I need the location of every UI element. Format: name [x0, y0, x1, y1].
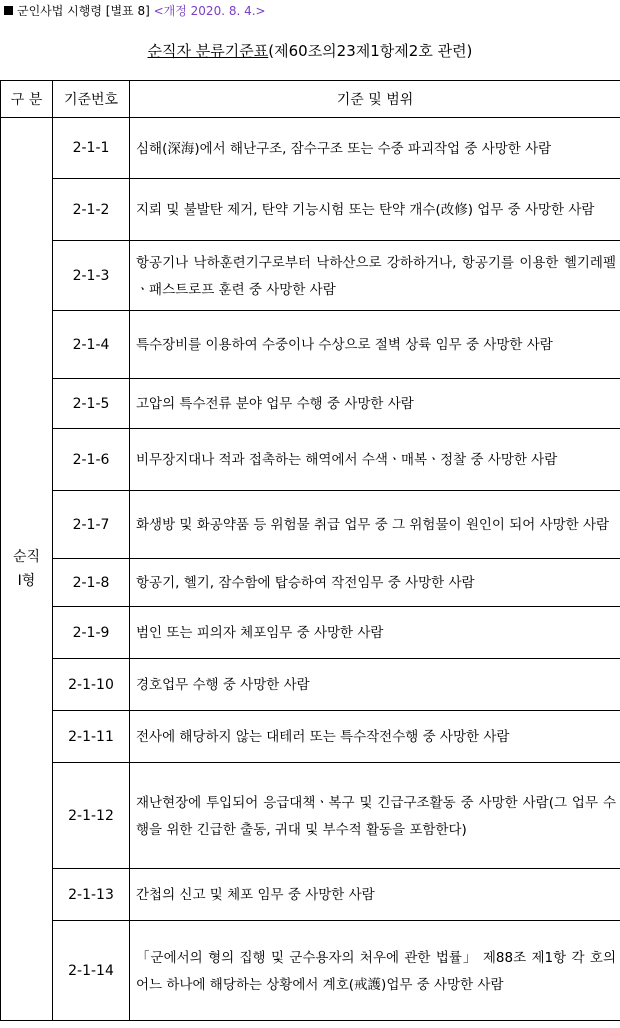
row-desc: 재난현장에 투입되어 응급대책ㆍ복구 및 긴급구조활동 중 사망한 사람(그 업무 수행을 위한 긴급한 출동, 귀대 및 부수적 활동을 포함한다)	[130, 763, 620, 869]
row-desc: 특수장비를 이용하여 수중이나 수상으로 절벽 상륙 임무 중 사망한 사람	[130, 311, 620, 379]
row-code: 2-1-5	[53, 379, 130, 429]
table-row	[1, 379, 620, 429]
table-row	[1, 763, 620, 869]
row-desc: 「군에서의 형의 집행 및 군수용자의 처우에 관한 법률」 제88조 제1항 각 호의 어느 하나에 해당하는 상황에서 계호(戒護)업무 중 사망한 사람	[130, 921, 620, 1021]
row-code: 2-1-1	[53, 118, 130, 179]
row-code: 2-1-4	[53, 311, 130, 379]
row-code: 2-1-6	[53, 429, 130, 491]
row-code: 2-1-9	[53, 607, 130, 659]
table-row	[1, 869, 620, 921]
header-text: 군인사법 시행령 [별표 8]	[17, 4, 150, 18]
row-desc: 간첩의 신고 및 체포 임무 중 사망한 사람	[130, 869, 620, 921]
title-main: 순직자 분류기준표	[147, 42, 269, 60]
table-row	[1, 607, 620, 659]
header-code: 기준번호	[53, 81, 130, 118]
row-code: 2-1-7	[53, 491, 130, 559]
row-desc: 지뢰 및 불발탄 제거, 탄약 기능시험 또는 탄약 개수(改修) 업무 중 사망한 사람	[130, 179, 620, 241]
row-desc: 항공기나 낙하훈련기구로부터 낙하산으로 강하하거나, 항공기를 이용한 헬기레펠ㆍ패스트로프 훈련 중 사망한 사람	[130, 241, 620, 311]
row-code: 2-1-12	[53, 763, 130, 869]
table-row	[1, 311, 620, 379]
header-category: 구 분	[1, 81, 53, 118]
revision-date: <개정 2020. 8. 4.>	[153, 4, 266, 18]
table-row	[1, 118, 620, 179]
table-row	[1, 429, 620, 491]
header-desc: 기준 및 범위	[130, 81, 620, 118]
page-title	[0, 40, 620, 61]
row-code: 2-1-10	[53, 659, 130, 711]
category-cell	[1, 118, 53, 1021]
row-desc: 경호업무 수행 중 사망한 사람	[130, 659, 620, 711]
category-line1: 순직	[12, 549, 41, 565]
row-code: 2-1-3	[53, 241, 130, 311]
table-row	[1, 921, 620, 1021]
row-desc: 고압의 특수전류 분야 업무 수행 중 사망한 사람	[130, 379, 620, 429]
row-code: 2-1-8	[53, 559, 130, 607]
table-row	[1, 491, 620, 559]
table-row	[1, 179, 620, 241]
table-row	[1, 241, 620, 311]
category-line2: Ⅰ형	[17, 573, 36, 589]
row-desc: 전사에 해당하지 않는 대테러 또는 특수작전수행 중 사망한 사람	[130, 711, 620, 763]
row-desc: 항공기, 헬기, 잠수함에 탑승하여 작전임무 중 사망한 사람	[130, 559, 620, 607]
document-header	[4, 2, 266, 19]
row-code: 2-1-14	[53, 921, 130, 1021]
table-row	[1, 659, 620, 711]
row-code: 2-1-11	[53, 711, 130, 763]
row-code: 2-1-13	[53, 869, 130, 921]
row-desc: 비무장지대나 적과 접촉하는 해역에서 수색ㆍ매복ㆍ정찰 중 사망한 사람	[130, 429, 620, 491]
row-code: 2-1-2	[53, 179, 130, 241]
classification-table	[0, 80, 620, 1021]
table-row	[1, 559, 620, 607]
row-desc: 범인 또는 피의자 체포임무 중 사망한 사람	[130, 607, 620, 659]
table-header-row	[1, 81, 620, 118]
row-desc: 화생방 및 화공약품 등 위험물 취급 업무 중 그 위험물이 원인이 되어 사망한 사람	[130, 491, 620, 559]
table-row	[1, 711, 620, 763]
row-desc: 심해(深海)에서 해난구조, 잠수구조 또는 수중 파괴작업 중 사망한 사람	[130, 118, 620, 179]
title-ref: (제60조의23제1항제2호 관련)	[268, 42, 473, 60]
square-bullet-icon	[4, 6, 13, 15]
